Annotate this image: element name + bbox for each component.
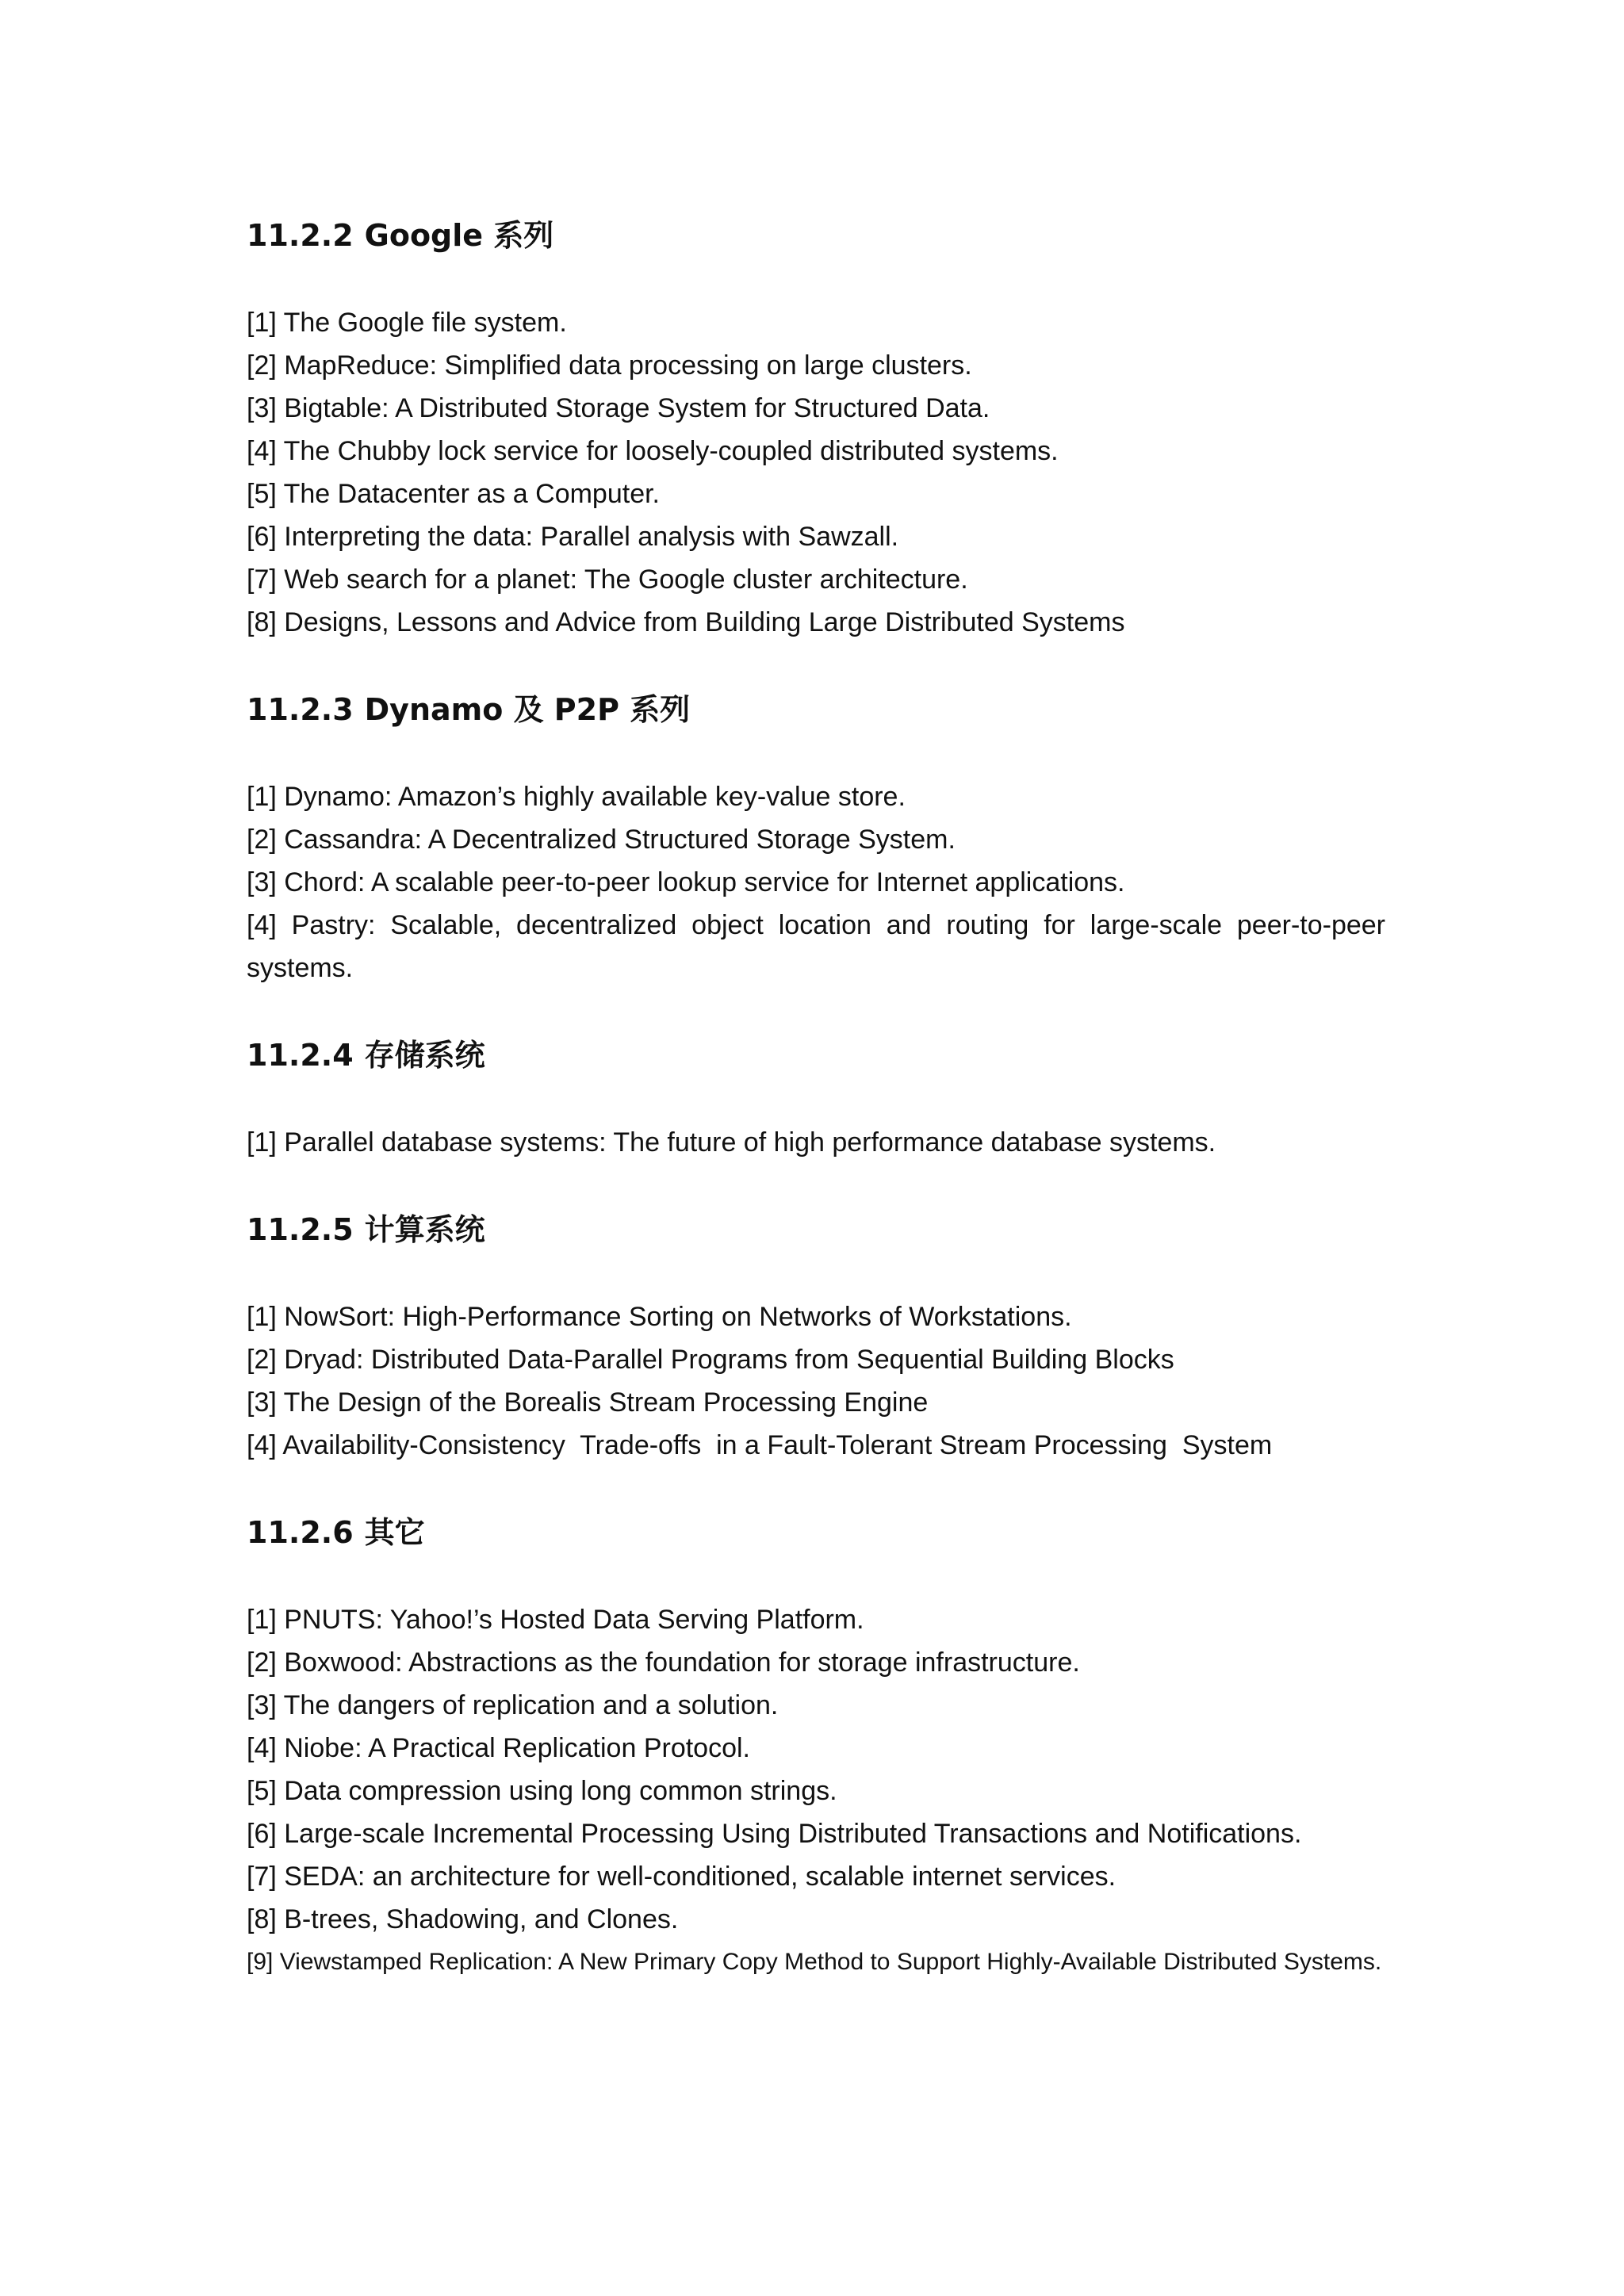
- reference-list: [247, 1598, 1385, 1984]
- reference-item: [8] Designs, Lessons and Advice from Building Large Distributed Systems: [247, 607, 1125, 637]
- section-number: 11.2.3: [247, 692, 354, 727]
- reference-item: [2] Dryad: Distributed Data-Parallel Programs from Sequential Building Blocks: [247, 1345, 1174, 1375]
- reference-item: [3] Bigtable: A Distributed Storage System for Structured Data.: [247, 393, 990, 423]
- reference-item: [1] Parallel database systems: The future of high performance database systems.: [247, 1127, 1216, 1158]
- reference-list: [247, 301, 1385, 644]
- reference-item: [4] Niobe: A Practical Replication Protocol.: [247, 1733, 750, 1763]
- reference-item: [4] The Chubby lock service for loosely-coupled distributed systems.: [247, 436, 1059, 466]
- reference-item: [7] Web search for a planet: The Google cluster architecture.: [247, 564, 968, 595]
- reference-list: [247, 1121, 1385, 1164]
- reference-item: [4] Pastry: Scalable, decentralized object location and routing for large-scale peer-to-peer systems.: [247, 910, 1385, 983]
- reference-item: [8] B-trees, Shadowing, and Clones.: [247, 1904, 679, 1934]
- section-dynamo-p2p: [247, 687, 1385, 989]
- reference-item: [5] Data compression using long common strings.: [247, 1776, 837, 1806]
- section-heading: [247, 1207, 1385, 1253]
- reference-item: [3] The dangers of replication and a solution.: [247, 1690, 779, 1720]
- reference-item: [3] Chord: A scalable peer-to-peer lookup service for Internet applications.: [247, 867, 1125, 897]
- reference-item: [1] PNUTS: Yahoo!’s Hosted Data Serving Platform.: [247, 1605, 864, 1635]
- reference-item: [2] MapReduce: Simplified data processing on large clusters.: [247, 350, 972, 381]
- reference-item: [2] Cassandra: A Decentralized Structured Storage System.: [247, 825, 956, 855]
- section-number: 11.2.2: [247, 218, 354, 253]
- section-others: [247, 1510, 1385, 1984]
- section-storage-systems: [247, 1032, 1385, 1164]
- reference-item: [6] Large-scale Incremental Processing Using Distributed Transactions and Notifications.: [247, 1819, 1302, 1849]
- section-heading: [247, 687, 1385, 733]
- section-number: 11.2.6: [247, 1515, 354, 1550]
- reference-item: [4] Availability-Consistency Trade-offs in a Fault-Tolerant Stream Processing System: [247, 1430, 1273, 1460]
- reference-item: [1] Dynamo: Amazon’s highly available key-value store.: [247, 782, 906, 812]
- section-computing-systems: [247, 1207, 1385, 1467]
- reference-item: [9] Viewstamped Replication: A New Primary Copy Method to Support Highly-Available Distributed Systems.: [247, 1949, 1382, 1975]
- section-title: Dynamo 及 P2P 系列: [364, 692, 691, 727]
- section-heading: [247, 1032, 1385, 1078]
- section-number: 11.2.4: [247, 1038, 354, 1073]
- section-google: [247, 212, 1385, 644]
- section-title: 其它: [364, 1515, 425, 1550]
- section-number: 11.2.5: [247, 1212, 354, 1247]
- section-heading: [247, 212, 1385, 258]
- section-title: 计算系统: [364, 1212, 485, 1247]
- section-title: Google 系列: [364, 218, 554, 253]
- reference-item: [1] NowSort: High-Performance Sorting on Networks of Workstations.: [247, 1302, 1072, 1332]
- reference-item: [2] Boxwood: Abstractions as the foundation for storage infrastructure.: [247, 1647, 1080, 1678]
- references-content: [247, 212, 1385, 2026]
- reference-item: [1] The Google file system.: [247, 308, 567, 338]
- section-title: 存储系统: [364, 1038, 485, 1073]
- reference-list: [247, 775, 1385, 989]
- reference-item: [6] Interpreting the data: Parallel analysis with Sawzall.: [247, 522, 899, 552]
- reference-item: [3] The Design of the Borealis Stream Processing Engine: [247, 1387, 929, 1418]
- reference-list: [247, 1295, 1385, 1467]
- reference-item: [7] SEDA: an architecture for well-conditioned, scalable internet services.: [247, 1862, 1116, 1892]
- reference-item: [5] The Datacenter as a Computer.: [247, 479, 660, 509]
- section-heading: [247, 1510, 1385, 1556]
